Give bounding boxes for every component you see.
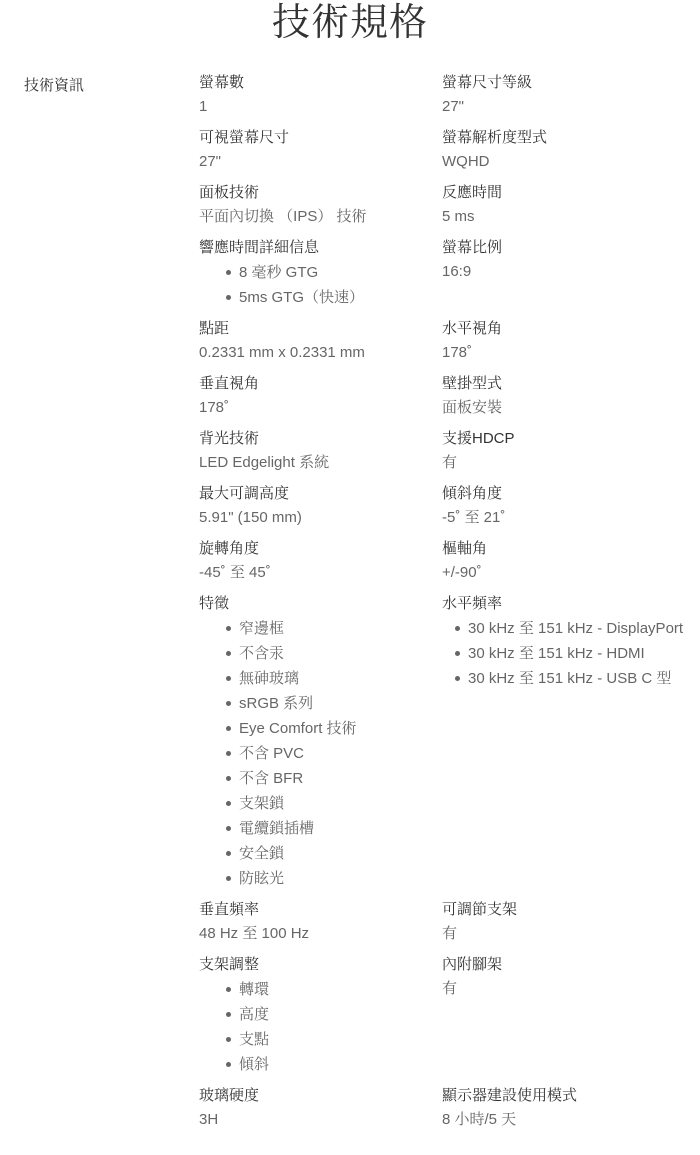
spec-value: +/-90˚ [442, 564, 482, 581]
spec-label: 水平視角 [442, 320, 503, 337]
spec-label: 內附腳架 [442, 956, 503, 973]
spec-list-item: 高度 [239, 1002, 442, 1027]
spec-label: 玻璃硬度 [199, 1087, 260, 1104]
spec-label: 可調節支架 [442, 901, 518, 918]
spec-table [199, 71, 689, 1139]
spec-item [442, 898, 689, 946]
spec-list-item: 無砷玻璃 [239, 666, 442, 691]
spec-row [199, 427, 689, 482]
spec-label: 點距 [199, 320, 230, 337]
spec-list-item: sRGB 系列 [239, 691, 442, 716]
spec-value: 0.2331 mm x 0.2331 mm [199, 344, 365, 361]
spec-list-item: Eye Comfort 技術 [239, 716, 442, 741]
spec-row [199, 126, 689, 181]
spec-item [442, 427, 689, 475]
spec-value: LED Edgelight 系統 [199, 454, 330, 471]
spec-label: 螢幕解析度型式 [442, 129, 548, 146]
spec-item [442, 537, 689, 585]
spec-value: 有 [442, 454, 458, 471]
spec-value: 48 Hz 至 100 Hz [199, 925, 310, 942]
spec-item [442, 181, 689, 229]
spec-value: -45˚ 至 45˚ [199, 564, 271, 581]
spec-list-item: 不含 PVC [239, 741, 442, 766]
spec-value: 3H [199, 1111, 219, 1128]
spec-item [442, 953, 689, 1077]
spec-list-item: 傾斜 [239, 1052, 442, 1077]
spec-list-item: 30 kHz 至 151 kHz - USB C 型 [468, 666, 689, 691]
spec-label: 垂直視角 [199, 375, 260, 392]
spec-label: 螢幕尺寸等級 [442, 74, 533, 91]
spec-value: 178˚ [442, 344, 473, 361]
spec-item [199, 71, 442, 119]
spec-value: 5 ms [442, 208, 475, 225]
spec-item [442, 1084, 689, 1132]
spec-label: 支援HDCP [442, 430, 515, 447]
spec-label: 顯示器建設使用模式 [442, 1087, 578, 1104]
spec-list-item: 30 kHz 至 151 kHz - DisplayPort [468, 616, 689, 641]
spec-label: 傾斜角度 [442, 485, 503, 502]
spec-list-item: 電纜鎖插槽 [239, 816, 442, 841]
spec-value-list [199, 616, 442, 891]
spec-list-item: 轉環 [239, 977, 442, 1002]
spec-row [199, 537, 689, 592]
spec-value: 27" [442, 98, 465, 115]
spec-list-item: 窄邊框 [239, 616, 442, 641]
spec-item [199, 953, 442, 1077]
spec-value: 5.91" (150 mm) [199, 509, 302, 526]
spec-label: 最大可調高度 [199, 485, 290, 502]
spec-label: 反應時間 [442, 184, 503, 201]
spec-value: 面板安裝 [442, 399, 503, 416]
spec-item [442, 317, 689, 365]
page-title: 技術規格 [271, 2, 428, 44]
spec-list-item: 5ms GTG（快速） [239, 285, 442, 310]
spec-row [199, 181, 689, 236]
spec-item [199, 126, 442, 174]
spec-row [199, 317, 689, 372]
spec-item [442, 236, 689, 310]
spec-list-item: 防眩光 [239, 866, 442, 891]
spec-label: 垂直頻率 [199, 901, 260, 918]
spec-value-list [199, 977, 442, 1077]
spec-label: 支架調整 [199, 956, 260, 973]
spec-label: 特徵 [199, 595, 230, 612]
spec-label: 旋轉角度 [199, 540, 260, 557]
spec-label: 水平頻率 [442, 595, 503, 612]
spec-row [199, 372, 689, 427]
spec-label: 樞軸角 [442, 540, 488, 557]
spec-label: 可視螢幕尺寸 [199, 129, 290, 146]
spec-value: 有 [442, 925, 458, 942]
spec-item [199, 236, 442, 310]
spec-value: 1 [199, 98, 208, 115]
spec-list-item: 不含 BFR [239, 766, 442, 791]
spec-value: 平面內切換 （IPS） 技術 [199, 208, 367, 225]
spec-row [199, 592, 689, 898]
spec-list-item: 支架鎖 [239, 791, 442, 816]
spec-value-list [199, 260, 442, 310]
spec-item [442, 592, 689, 891]
spec-value: 有 [442, 980, 458, 997]
spec-value-list [442, 616, 689, 691]
spec-label: 背光技術 [199, 430, 260, 447]
spec-list-item: 安全鎖 [239, 841, 442, 866]
spec-item [442, 482, 689, 530]
spec-row [199, 482, 689, 537]
spec-item [199, 482, 442, 530]
spec-item [199, 317, 442, 365]
spec-value: 8 小時/5 天 [442, 1111, 517, 1128]
section-label: 技術資訊 [24, 77, 85, 94]
spec-label: 壁掛型式 [442, 375, 503, 392]
spec-list-item: 不含汞 [239, 641, 442, 666]
spec-label: 螢幕數 [199, 74, 245, 91]
spec-item [199, 427, 442, 475]
spec-value: WQHD [442, 153, 490, 170]
spec-row [199, 1084, 689, 1139]
spec-row [199, 236, 689, 317]
spec-row [199, 71, 689, 126]
spec-list-item: 8 毫秒 GTG [239, 260, 442, 285]
spec-item [199, 1084, 442, 1132]
spec-item [199, 181, 442, 229]
spec-value: 27" [199, 153, 222, 170]
spec-row [199, 953, 689, 1084]
spec-value: -5˚ 至 21˚ [442, 509, 506, 526]
spec-row [199, 898, 689, 953]
spec-value: 16:9 [442, 263, 472, 280]
spec-label: 響應時間詳細信息 [199, 239, 320, 256]
spec-item [442, 71, 689, 119]
spec-label: 面板技術 [199, 184, 260, 201]
spec-value: 178˚ [199, 399, 230, 416]
spec-item [442, 126, 689, 174]
spec-item [199, 592, 442, 891]
spec-item [199, 537, 442, 585]
spec-list-item: 30 kHz 至 151 kHz - HDMI [468, 641, 689, 666]
spec-item [199, 372, 442, 420]
spec-list-item: 支點 [239, 1027, 442, 1052]
spec-item [199, 898, 442, 946]
spec-item [442, 372, 689, 420]
spec-label: 螢幕比例 [442, 239, 503, 256]
